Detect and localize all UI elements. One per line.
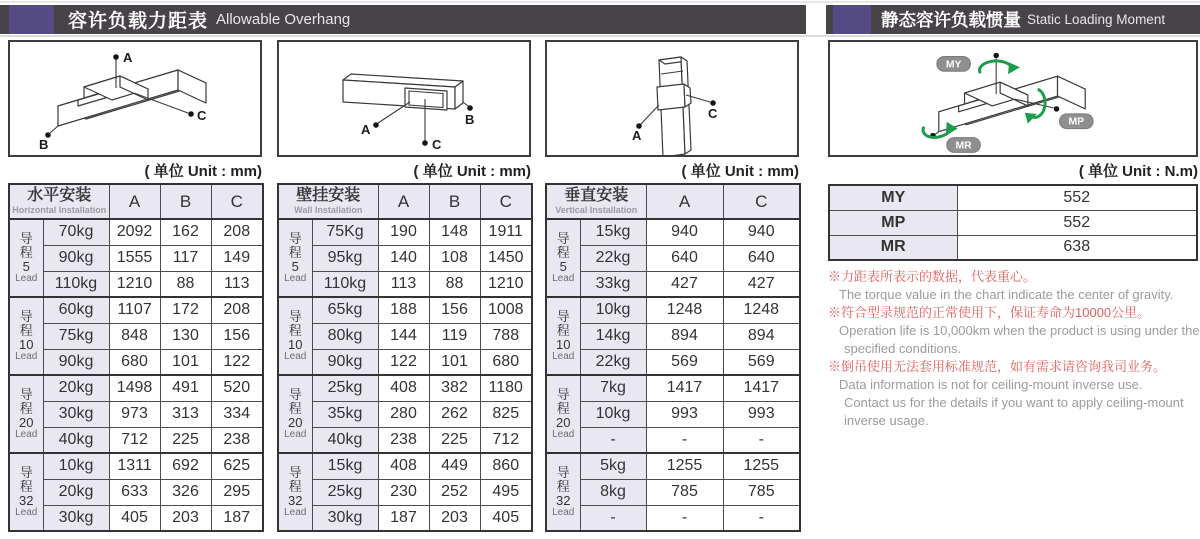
load-capacity-cell: 10kg bbox=[580, 297, 646, 323]
table-title bbox=[546, 184, 646, 219]
overhang-value-cell: 1255 bbox=[646, 453, 723, 479]
load-capacity-cell: 90kg bbox=[312, 349, 378, 375]
overhang-value-cell: 252 bbox=[429, 479, 480, 505]
moment-label-mr: MR bbox=[829, 235, 957, 260]
diagram-vertical-installation bbox=[545, 40, 799, 157]
section-title-en: Allowable Overhang bbox=[216, 11, 351, 28]
unit-label-nm: ( 单位 Unit : N.m) bbox=[1078, 163, 1198, 180]
lead-group-label: 导 程 20 Lead bbox=[9, 375, 43, 453]
overhang-value-cell: 993 bbox=[723, 401, 800, 427]
load-capacity-cell: - bbox=[580, 427, 646, 453]
column-header-b: B bbox=[160, 184, 211, 219]
horizontal-rail-drawing bbox=[10, 42, 260, 155]
table-row bbox=[9, 401, 263, 427]
overhang-value-cell: 1210 bbox=[109, 271, 160, 297]
column-header-c: C bbox=[211, 184, 263, 219]
overhang-value-cell: 449 bbox=[429, 453, 480, 479]
table-title-zh: 水平安装 bbox=[27, 186, 92, 204]
diagram-wall-installation bbox=[277, 40, 531, 157]
overhang-value-cell: 238 bbox=[211, 427, 263, 453]
overhang-value-cell: 712 bbox=[109, 427, 160, 453]
footnotes bbox=[828, 268, 1200, 430]
svg-text:MY: MY bbox=[945, 59, 962, 71]
overhang-value-cell: 113 bbox=[211, 271, 263, 297]
overhang-value-cell: 993 bbox=[646, 401, 723, 427]
load-capacity-cell: 20kg bbox=[43, 375, 109, 401]
dimension-point-b bbox=[463, 102, 474, 127]
svg-text:A: A bbox=[123, 50, 133, 65]
table-title-en: Horizontal Installation bbox=[12, 205, 107, 216]
moment-value-mr: 638 bbox=[957, 235, 1197, 260]
note-en: Operation life is 10,000km when the product is using under the bbox=[839, 323, 1200, 338]
overhang-value-cell: 785 bbox=[646, 479, 723, 505]
table-wall-installation bbox=[277, 183, 533, 532]
overhang-value-cell: 788 bbox=[480, 323, 532, 349]
load-capacity-cell: 5kg bbox=[580, 453, 646, 479]
lead-group-label: 导 程 20 Lead bbox=[278, 375, 312, 453]
column-header-a: A bbox=[378, 184, 429, 219]
overhang-value-cell: 149 bbox=[211, 245, 263, 271]
overhang-value-cell: - bbox=[646, 427, 723, 453]
overhang-value-cell: - bbox=[646, 505, 723, 531]
note-en: specified conditions. bbox=[844, 341, 962, 356]
overhang-value-cell: 187 bbox=[378, 505, 429, 531]
svg-text:MR: MR bbox=[955, 140, 972, 152]
table-row bbox=[546, 427, 800, 453]
table-row bbox=[278, 375, 532, 401]
overhang-value-cell: 208 bbox=[211, 219, 263, 245]
table-row bbox=[546, 245, 800, 271]
note-en: Data information is not for ceiling-mount inverse use. bbox=[839, 377, 1143, 392]
overhang-value-cell: 156 bbox=[429, 297, 480, 323]
column-header-c: C bbox=[480, 184, 532, 219]
unit-label-mm: ( 单位 Unit : mm) bbox=[681, 163, 799, 180]
vertical-rail-drawing bbox=[547, 42, 797, 155]
table-row bbox=[9, 375, 263, 401]
moment-label-my: MY bbox=[829, 185, 957, 210]
load-capacity-cell: 10kg bbox=[580, 401, 646, 427]
table-row bbox=[9, 245, 263, 271]
table-row bbox=[546, 453, 800, 479]
table-row bbox=[9, 453, 263, 479]
table-row bbox=[9, 427, 263, 453]
load-capacity-cell: 15kg bbox=[312, 453, 378, 479]
section-header-static-loading-moment bbox=[826, 5, 1200, 34]
table-row bbox=[278, 219, 532, 245]
lead-group-label: 导 程 32 Lead bbox=[546, 453, 580, 531]
table-static-loading-moment bbox=[828, 184, 1198, 261]
svg-text:A: A bbox=[632, 128, 642, 143]
overhang-value-cell: 382 bbox=[429, 375, 480, 401]
overhang-value-cell: 405 bbox=[480, 505, 532, 531]
overhang-value-cell: 785 bbox=[723, 479, 800, 505]
load-capacity-cell: 33kg bbox=[580, 271, 646, 297]
table-row bbox=[278, 297, 532, 323]
overhang-value-cell: 405 bbox=[109, 505, 160, 531]
rail-body bbox=[58, 70, 206, 126]
load-capacity-cell: 65kg bbox=[312, 297, 378, 323]
overhang-value-cell: 122 bbox=[211, 349, 263, 375]
overhang-value-cell: 1498 bbox=[109, 375, 160, 401]
load-capacity-cell: 75kg bbox=[43, 323, 109, 349]
header-underline-rule bbox=[0, 35, 1200, 37]
moment-label-mp: MP bbox=[829, 210, 957, 235]
overhang-value-cell: 225 bbox=[160, 427, 211, 453]
overhang-value-cell: 280 bbox=[378, 401, 429, 427]
section-title-zh: 静态容许负载惯量 bbox=[881, 10, 1021, 30]
load-capacity-cell: 10kg bbox=[43, 453, 109, 479]
lead-group-label: 导 程 10 Lead bbox=[278, 297, 312, 375]
note-zh: ※倒吊使用无法套用标准规范，如有需求请咨询我司业务。 bbox=[828, 359, 1167, 374]
overhang-value-cell: 187 bbox=[211, 505, 263, 531]
load-capacity-cell: 25kg bbox=[312, 375, 378, 401]
rail-body bbox=[657, 57, 691, 155]
table-title-en: Vertical Installation bbox=[555, 205, 638, 216]
table-title-zh: 垂直安装 bbox=[564, 186, 629, 204]
overhang-value-cell: 495 bbox=[480, 479, 532, 505]
load-capacity-cell: 35kg bbox=[312, 401, 378, 427]
rail-body bbox=[343, 74, 463, 110]
table-title-zh: 壁挂安装 bbox=[296, 186, 361, 204]
moment-value-my: 552 bbox=[957, 185, 1197, 210]
table-row bbox=[9, 219, 263, 245]
lead-group-label: 导 程 5 Lead bbox=[278, 219, 312, 297]
overhang-value-cell: 1911 bbox=[480, 219, 532, 245]
moment-value-mp: 552 bbox=[957, 210, 1197, 235]
lead-group-label: 导 程 20 Lead bbox=[546, 375, 580, 453]
overhang-value-cell: 188 bbox=[378, 297, 429, 323]
svg-text:B: B bbox=[465, 112, 475, 127]
table-row bbox=[278, 479, 532, 505]
overhang-value-cell: 295 bbox=[211, 479, 263, 505]
overhang-value-cell: 262 bbox=[429, 401, 480, 427]
lead-group-label: 导 程 10 Lead bbox=[546, 297, 580, 375]
load-capacity-cell: 110kg bbox=[312, 271, 378, 297]
note-en: Contact us for the details if you want to apply ceiling-mount bbox=[844, 395, 1184, 410]
load-capacity-cell: 7kg bbox=[580, 375, 646, 401]
overhang-value-cell: 1555 bbox=[109, 245, 160, 271]
overhang-value-cell: 940 bbox=[646, 219, 723, 245]
overhang-value-cell: 427 bbox=[646, 271, 723, 297]
overhang-value-cell: 203 bbox=[160, 505, 211, 531]
table-horizontal-installation bbox=[8, 183, 264, 532]
note-zh: ※符合型录规范的正常使用下，保证寿命为10000公里。 bbox=[828, 305, 1151, 320]
load-capacity-cell: 20kg bbox=[43, 479, 109, 505]
section-title-zh: 容许负载力距表 bbox=[68, 11, 209, 32]
overhang-value-cell: 1180 bbox=[480, 375, 532, 401]
overhang-value-cell: 190 bbox=[378, 219, 429, 245]
purple-accent-square bbox=[9, 5, 54, 34]
table-row bbox=[278, 245, 532, 271]
load-capacity-cell: 30kg bbox=[312, 505, 378, 531]
table-title bbox=[278, 184, 378, 219]
overhang-value-cell: 712 bbox=[480, 427, 532, 453]
overhang-value-cell: 894 bbox=[723, 323, 800, 349]
overhang-value-cell: 1311 bbox=[109, 453, 160, 479]
table-row bbox=[278, 349, 532, 375]
overhang-value-cell: 88 bbox=[429, 271, 480, 297]
overhang-value-cell: 225 bbox=[429, 427, 480, 453]
overhang-value-cell: 848 bbox=[109, 323, 160, 349]
wall-rail-drawing bbox=[279, 42, 529, 155]
table-row bbox=[546, 323, 800, 349]
table-row bbox=[546, 375, 800, 401]
note-zh: ※力距表所表示的数据，代表重心。 bbox=[828, 269, 1037, 284]
lead-group-label: 导 程 32 Lead bbox=[278, 453, 312, 531]
unit-label-mm: ( 单位 Unit : mm) bbox=[144, 163, 262, 180]
diagram-static-loading-moment bbox=[828, 40, 1198, 157]
table-row bbox=[278, 453, 532, 479]
table-row bbox=[546, 349, 800, 375]
svg-text:B: B bbox=[39, 137, 49, 152]
overhang-value-cell: 208 bbox=[211, 297, 263, 323]
overhang-value-cell: 230 bbox=[378, 479, 429, 505]
table-row bbox=[278, 323, 532, 349]
overhang-value-cell: 520 bbox=[211, 375, 263, 401]
load-capacity-cell: 95kg bbox=[312, 245, 378, 271]
overhang-value-cell: 122 bbox=[378, 349, 429, 375]
overhang-value-cell: 88 bbox=[160, 271, 211, 297]
overhang-value-cell: 894 bbox=[646, 323, 723, 349]
overhang-value-cell: 860 bbox=[480, 453, 532, 479]
overhang-value-cell: 1107 bbox=[109, 297, 160, 323]
section-title-en: Static Loading Moment bbox=[1027, 12, 1166, 27]
load-capacity-cell: 30kg bbox=[43, 505, 109, 531]
top-rule bbox=[0, 1, 1200, 3]
table-row bbox=[546, 271, 800, 297]
table-row bbox=[546, 297, 800, 323]
overhang-value-cell: 1008 bbox=[480, 297, 532, 323]
overhang-value-cell: 633 bbox=[109, 479, 160, 505]
overhang-value-cell: 1210 bbox=[480, 271, 532, 297]
diagram-horizontal-installation bbox=[8, 40, 262, 157]
table-row bbox=[546, 219, 800, 245]
overhang-value-cell: 117 bbox=[160, 245, 211, 271]
overhang-value-cell: 569 bbox=[646, 349, 723, 375]
table-row bbox=[829, 185, 1197, 210]
lead-group-label: 导 程 5 Lead bbox=[9, 219, 43, 297]
overhang-value-cell: 334 bbox=[211, 401, 263, 427]
overhang-value-cell: 203 bbox=[429, 505, 480, 531]
overhang-value-cell: 1248 bbox=[646, 297, 723, 323]
load-capacity-cell: 14kg bbox=[580, 323, 646, 349]
note-en: The torque value in the chart indicate the center of gravity. bbox=[839, 287, 1174, 302]
overhang-value-cell: 640 bbox=[723, 245, 800, 271]
table-row bbox=[546, 479, 800, 505]
overhang-value-cell: - bbox=[723, 427, 800, 453]
overhang-value-cell: 238 bbox=[378, 427, 429, 453]
overhang-value-cell: 148 bbox=[429, 219, 480, 245]
overhang-value-cell: 427 bbox=[723, 271, 800, 297]
table-title bbox=[9, 184, 109, 219]
overhang-value-cell: 1417 bbox=[723, 375, 800, 401]
lead-group-label: 导 程 10 Lead bbox=[9, 297, 43, 375]
section-header-allowable-overhang bbox=[0, 5, 806, 34]
load-capacity-cell: 75Kg bbox=[312, 219, 378, 245]
lead-group-label: 导 程 5 Lead bbox=[546, 219, 580, 297]
load-capacity-cell: 22kg bbox=[580, 245, 646, 271]
overhang-value-cell: 680 bbox=[480, 349, 532, 375]
table-row bbox=[9, 271, 263, 297]
column-header-c: C bbox=[723, 184, 800, 219]
overhang-value-cell: 101 bbox=[160, 349, 211, 375]
load-capacity-cell: 40kg bbox=[312, 427, 378, 453]
svg-text:MP: MP bbox=[1068, 116, 1085, 128]
column-header-a: A bbox=[646, 184, 723, 219]
svg-text:C: C bbox=[197, 108, 207, 123]
table-row bbox=[9, 297, 263, 323]
overhang-value-cell: 680 bbox=[109, 349, 160, 375]
overhang-value-cell: 108 bbox=[429, 245, 480, 271]
table-row bbox=[9, 505, 263, 531]
dimension-point-a bbox=[361, 102, 410, 137]
svg-text:C: C bbox=[708, 106, 718, 121]
dimension-point-b bbox=[39, 126, 58, 152]
load-capacity-cell: 80kg bbox=[312, 323, 378, 349]
overhang-value-cell: 326 bbox=[160, 479, 211, 505]
table-vertical-installation bbox=[545, 183, 801, 532]
svg-text:A: A bbox=[361, 122, 371, 137]
svg-text:C: C bbox=[432, 137, 442, 152]
overhang-value-cell: 156 bbox=[211, 323, 263, 349]
column-header-a: A bbox=[109, 184, 160, 219]
load-capacity-cell: 25kg bbox=[312, 479, 378, 505]
overhang-value-cell: 1248 bbox=[723, 297, 800, 323]
overhang-value-cell: 569 bbox=[723, 349, 800, 375]
note-en: inverse usage. bbox=[844, 413, 929, 428]
overhang-value-cell: 625 bbox=[211, 453, 263, 479]
overhang-value-cell: 172 bbox=[160, 297, 211, 323]
moment-rail-drawing bbox=[830, 42, 1196, 155]
overhang-value-cell: 491 bbox=[160, 375, 211, 401]
overhang-value-cell: 692 bbox=[160, 453, 211, 479]
overhang-value-cell: - bbox=[723, 505, 800, 531]
table-row bbox=[278, 401, 532, 427]
overhang-value-cell: 162 bbox=[160, 219, 211, 245]
overhang-value-cell: 640 bbox=[646, 245, 723, 271]
unit-label-mm: ( 单位 Unit : mm) bbox=[413, 163, 531, 180]
overhang-value-cell: 144 bbox=[378, 323, 429, 349]
table-row bbox=[546, 505, 800, 531]
table-row bbox=[278, 427, 532, 453]
moment-mr-arrow bbox=[923, 122, 980, 153]
overhang-value-cell: 408 bbox=[378, 453, 429, 479]
load-capacity-cell: 30kg bbox=[43, 401, 109, 427]
overhang-value-cell: 940 bbox=[723, 219, 800, 245]
overhang-value-cell: 313 bbox=[160, 401, 211, 427]
table-row bbox=[9, 323, 263, 349]
overhang-value-cell: 1255 bbox=[723, 453, 800, 479]
load-capacity-cell: 15kg bbox=[580, 219, 646, 245]
overhang-value-cell: 825 bbox=[480, 401, 532, 427]
table-row bbox=[829, 210, 1197, 235]
overhang-value-cell: 2092 bbox=[109, 219, 160, 245]
overhang-value-cell: 1417 bbox=[646, 375, 723, 401]
load-capacity-cell: 90kg bbox=[43, 245, 109, 271]
overhang-value-cell: 101 bbox=[429, 349, 480, 375]
load-capacity-cell: 8kg bbox=[580, 479, 646, 505]
table-row bbox=[829, 235, 1197, 260]
overhang-value-cell: 408 bbox=[378, 375, 429, 401]
table-row bbox=[9, 349, 263, 375]
load-capacity-cell: - bbox=[580, 505, 646, 531]
overhang-value-cell: 140 bbox=[378, 245, 429, 271]
table-title-en: Wall Installation bbox=[294, 205, 363, 216]
load-capacity-cell: 110kg bbox=[43, 271, 109, 297]
load-capacity-cell: 70kg bbox=[43, 219, 109, 245]
dimension-point-a bbox=[632, 105, 659, 143]
purple-accent-square bbox=[833, 5, 871, 34]
table-row bbox=[278, 271, 532, 297]
overhang-value-cell: 1450 bbox=[480, 245, 532, 271]
load-capacity-cell: 22kg bbox=[580, 349, 646, 375]
load-capacity-cell: 60kg bbox=[43, 297, 109, 323]
table-row bbox=[278, 505, 532, 531]
lead-group-label: 导 程 32 Lead bbox=[9, 453, 43, 531]
overhang-value-cell: 130 bbox=[160, 323, 211, 349]
overhang-value-cell: 119 bbox=[429, 323, 480, 349]
load-capacity-cell: 90kg bbox=[43, 349, 109, 375]
table-row bbox=[9, 479, 263, 505]
overhang-value-cell: 113 bbox=[378, 271, 429, 297]
load-capacity-cell: 40kg bbox=[43, 427, 109, 453]
column-header-b: B bbox=[429, 184, 480, 219]
overhang-value-cell: 973 bbox=[109, 401, 160, 427]
table-row bbox=[546, 401, 800, 427]
